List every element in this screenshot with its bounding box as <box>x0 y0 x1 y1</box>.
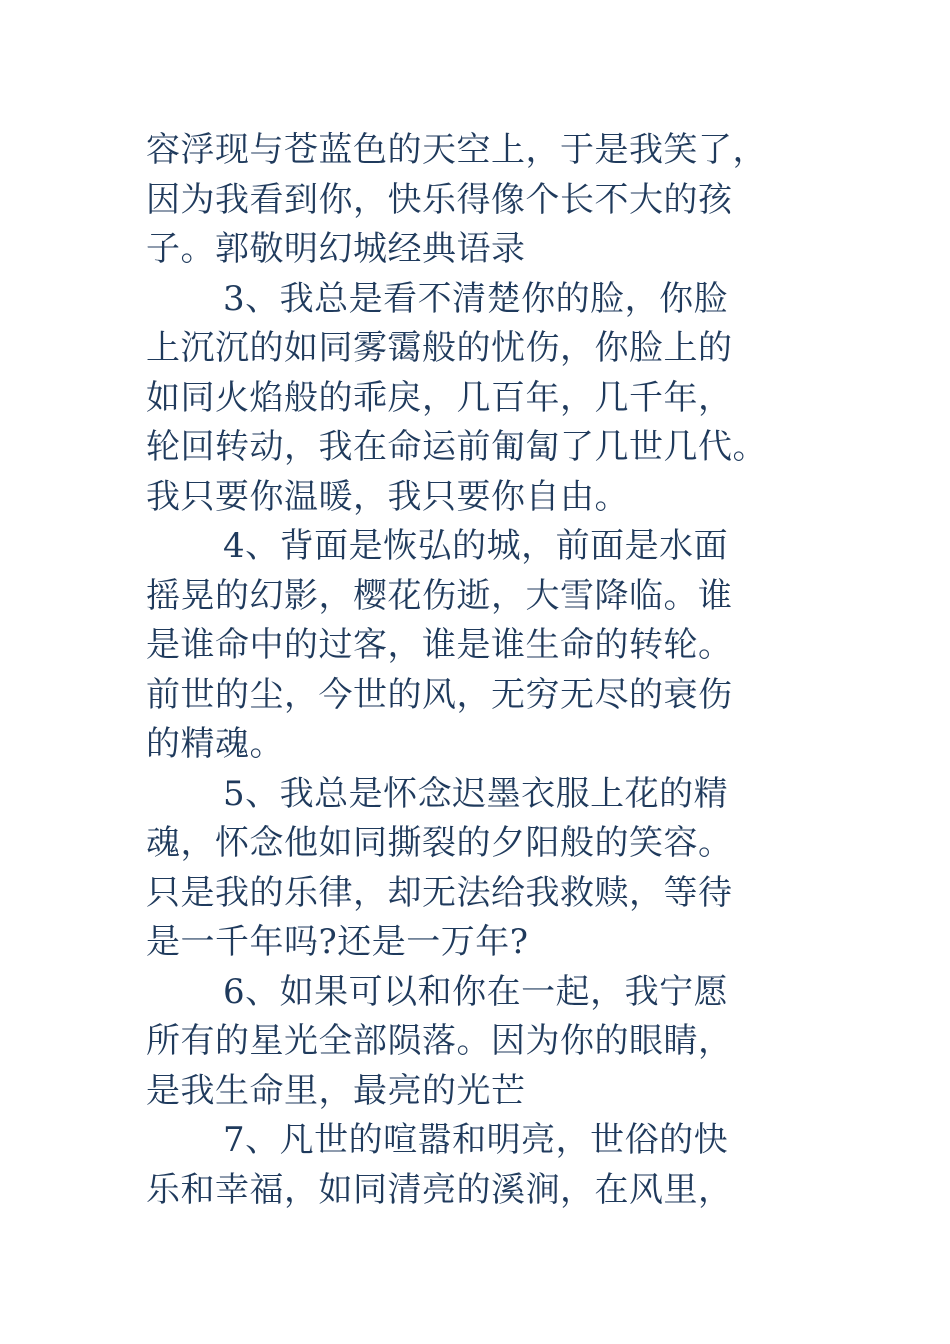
text-line: 魂，怀念他如同撕裂的夕阳般的笑容。 <box>146 823 733 863</box>
text-line: 子。郭敬明幻城经典语录 <box>146 229 526 269</box>
text-line: 是一千年吗?还是一万年? <box>146 922 529 962</box>
paragraph-start-line: 4、背面是恢弘的城，前面是水面 <box>223 526 729 566</box>
text-line: 摇晃的幻影，樱花伤逝，大雪降临。谁 <box>146 575 733 616</box>
text-line: 的精魂。 <box>146 724 284 764</box>
text-line: 是我生命里，最亮的光芒 <box>146 1070 526 1111</box>
document-body-text <box>146 126 836 1215</box>
text-line: 是谁命中的过客，谁是谁生命的转轮。 <box>146 625 733 665</box>
text-line: 容浮现与苍蓝色的天空上，于是我笑了， <box>146 130 767 170</box>
text-line: 乐和幸福，如同清亮的溪涧，在风里， <box>146 1169 733 1210</box>
paragraph-start-line: 3、我总是看不清楚你的脸，你脸 <box>223 278 729 319</box>
text-line: 轮回转动，我在命运前匍匐了几世几代。 <box>146 427 767 467</box>
text-line: 因为我看到你，快乐得像个长不大的孩 <box>146 179 733 220</box>
paragraph-start-line: 6、如果可以和你在一起，我宁愿 <box>223 971 729 1012</box>
text-line: 所有的星光全部陨落。因为你的眼睛， <box>146 1021 733 1061</box>
text-line: 我只要你温暖，我只要你自由。 <box>146 476 629 517</box>
text-line: 上沉沉的如同雾霭般的忧伤，你脸上的 <box>146 328 733 368</box>
text-line: 前世的尘，今世的风，无穷无尽的衰伤 <box>146 674 733 715</box>
paragraph-start-line: 7、凡世的喧嚣和明亮，世俗的快 <box>223 1120 729 1160</box>
text-line: 如同火焰般的乖戾，几百年，几千年， <box>146 377 733 418</box>
paragraph-start-line: 5、我总是怀念迟墨衣服上花的精 <box>223 773 729 814</box>
text-line: 只是我的乐律，却无法给我救赎，等待 <box>146 872 733 913</box>
